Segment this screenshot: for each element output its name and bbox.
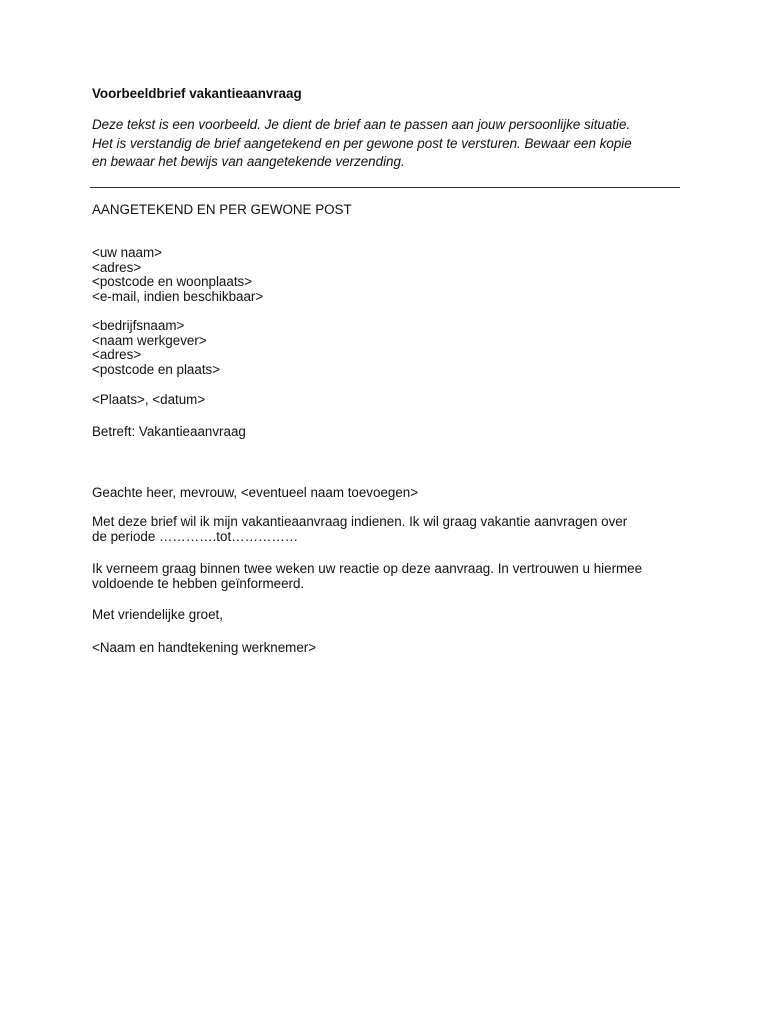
intro-text xyxy=(92,116,682,172)
document-title: Voorbeeldbrief vakantieaanvraag xyxy=(92,86,302,101)
paragraph-line: Ik verneem graag binnen twee weken uw reactie op deze aanvraag. In vertrouwen u hiermee xyxy=(92,561,643,576)
intro-line: Het is verstandig de brief aangetekend en per gewone post te versturen. Bewaar een kopie xyxy=(92,135,632,151)
divider-line xyxy=(90,187,680,188)
recipient-line: <adres> xyxy=(92,347,142,363)
paragraph-line: Met deze brief wil ik mijn vakantieaanvraag indienen. Ik wil graag vakantie aanvragen over xyxy=(92,514,628,529)
recipient-line: <postcode en plaats> xyxy=(92,361,221,377)
sender-address xyxy=(92,246,263,304)
paragraph-line: voldoende te hebben geïnformeerd. xyxy=(92,575,305,591)
delivery-note: AANGETEKEND EN PER GEWONE POST xyxy=(92,202,352,217)
sender-line: <e-mail, indien beschikbaar> xyxy=(92,288,264,304)
paragraph-request xyxy=(92,515,627,544)
signature-placeholder: <Naam en handtekening werknemer> xyxy=(92,640,317,655)
closing: Met vriendelijke groet, xyxy=(92,607,223,622)
recipient-line: <naam werkgever> xyxy=(92,332,207,348)
sender-line: <uw naam> xyxy=(92,245,162,260)
salutation: Geachte heer, mevrouw, <eventueel naam toevoegen> xyxy=(92,485,419,500)
intro-line: Deze tekst is een voorbeeld. Je dient de brief aan te passen aan jouw persoonlijke situatie. xyxy=(92,117,631,132)
recipient-line: <bedrijfsnaam> xyxy=(92,318,185,333)
sender-line: <postcode en woonplaats> xyxy=(92,274,253,290)
intro-line: en bewaar het bewijs van aangetekende verzending. xyxy=(92,154,405,169)
paragraph-response xyxy=(92,562,642,591)
place-date: <Plaats>, <datum> xyxy=(92,392,206,407)
sender-line: <adres> xyxy=(92,259,142,275)
recipient-address xyxy=(92,319,220,377)
subject-line: Betreft: Vakantieaanvraag xyxy=(92,424,246,439)
paragraph-line: de periode ………….tot…………… xyxy=(92,528,299,544)
